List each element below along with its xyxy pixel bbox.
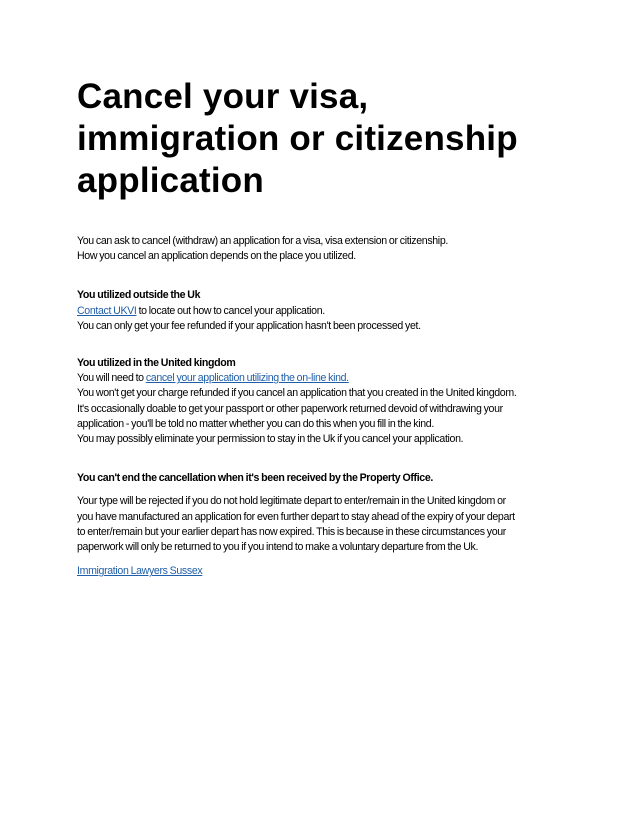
intro-paragraph xyxy=(77,234,577,264)
section-line: You won't get your charge refunded if you cancel an application that you created in the United kingdom. xyxy=(77,387,517,400)
intro-line: How you cancel an application depends on the place you utilized. xyxy=(77,250,356,263)
cancel-application-link[interactable]: cancel your application utilizing the on-line kind. xyxy=(145,372,349,385)
section-received xyxy=(77,471,577,555)
section-line: you have manufactured an application for even further depart to stay ahead of the expiry of your depart xyxy=(77,510,515,523)
title-line: Cancel your visa, xyxy=(77,77,369,116)
section-heading: You utilized in the United kingdom xyxy=(77,357,236,370)
section-line: paperwork will only be returned to you if you intend to make a voluntary departure from the Uk. xyxy=(77,541,479,554)
section-line: You may possibly eliminate your permission to stay in the Uk if you cancel your application. xyxy=(77,433,464,446)
section-line xyxy=(77,371,577,386)
section-outside-uk xyxy=(77,288,577,334)
section-heading: You utilized outside the Uk xyxy=(77,289,201,302)
section-line xyxy=(77,304,577,319)
section-text: to locate out how to cancel your application. xyxy=(136,304,325,317)
footer-links xyxy=(77,564,577,579)
title-line: application xyxy=(77,161,264,200)
immigration-lawyers-link[interactable]: Immigration Lawyers Sussex xyxy=(77,565,203,578)
contact-ukvi-link[interactable]: Contact UKVI xyxy=(77,304,137,317)
section-line: to enter/remain but your earlier depart has now expired. This is because in these circumstances your xyxy=(77,525,506,538)
section-text: You will need to xyxy=(77,372,146,385)
intro-line: You can ask to cancel (withdraw) an application for a visa, visa extension or citizenship. xyxy=(77,235,448,247)
section-line: application - you'll be told no matter whether you can do this when you fill in the kind. xyxy=(77,417,434,430)
section-line: It's occasionally doable to get your passport or other paperwork returned devoid of withdrawing your xyxy=(77,402,503,415)
document-page xyxy=(77,76,577,579)
section-line: You can only get your fee refunded if your application hasn't been processed yet. xyxy=(77,319,421,332)
section-line: Your type will be rejected if you do not hold legitimate depart to enter/remain in the United kingdom or xyxy=(77,495,506,508)
title-line: immigration or citizenship xyxy=(77,119,518,158)
section-inside-uk xyxy=(77,356,577,447)
section-heading: You can't end the cancellation when it's been received by the Property Office. xyxy=(77,472,433,485)
page-title xyxy=(77,76,577,202)
